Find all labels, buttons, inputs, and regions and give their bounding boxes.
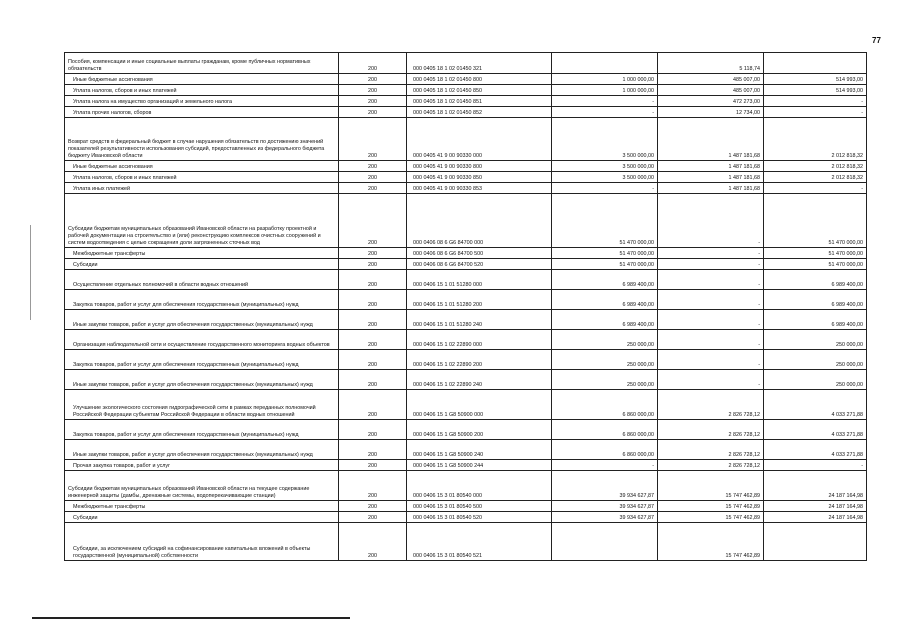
cell-rest: 51 470 000,00 <box>764 259 867 270</box>
cell-class: 000 0406 15 1 G8 50900 244 <box>407 460 552 471</box>
cell-code: 200 <box>339 161 407 172</box>
cell-name: Уплата иных платежей <box>65 183 339 194</box>
page-number: 77 <box>872 36 881 45</box>
cell-rest: 24 187 164,98 <box>764 501 867 512</box>
table-row <box>65 390 867 420</box>
cell-name: Возврат средств в федеральный бюджет в случае нарушения обязательств по достижению значений показателей результативности использования субсидий, предоставленных из федерального бюджета бюджету Ивановской области <box>65 118 339 161</box>
cell-exec: - <box>658 290 764 310</box>
table-row <box>65 350 867 370</box>
cell-class: 000 0406 15 1 G8 50900 200 <box>407 420 552 440</box>
cell-exec: - <box>658 370 764 390</box>
cell-plan: 250 000,00 <box>552 330 658 350</box>
table-row <box>65 85 867 96</box>
cell-plan: 39 934 627,87 <box>552 512 658 523</box>
cell-class: 000 0406 15 1 01 51280 000 <box>407 270 552 290</box>
cell-rest: 6 989 400,00 <box>764 270 867 290</box>
table-row <box>65 270 867 290</box>
cell-plan: - <box>552 107 658 118</box>
cell-rest: 514 993,00 <box>764 74 867 85</box>
cell-plan: 250 000,00 <box>552 370 658 390</box>
cell-name: Закупка товаров, работ и услуг для обеспечения государственных (муниципальных) нужд <box>65 290 339 310</box>
cell-exec: 12 734,00 <box>658 107 764 118</box>
cell-code: 200 <box>339 350 407 370</box>
table-row <box>65 53 867 74</box>
cell-exec: 1 487 181,68 <box>658 161 764 172</box>
cell-class: 000 0406 08 6 G6 84700 000 <box>407 194 552 248</box>
cell-exec: 485 007,00 <box>658 74 764 85</box>
cell-plan: - <box>552 96 658 107</box>
cell-rest: 24 187 164,98 <box>764 512 867 523</box>
cell-rest: - <box>764 96 867 107</box>
cell-class: 000 0405 18 1 02 01450 321 <box>407 53 552 74</box>
cell-code: 200 <box>339 523 407 561</box>
cell-exec: 15 747 462,89 <box>658 523 764 561</box>
cell-rest: - <box>764 460 867 471</box>
cell-rest: 4 033 271,88 <box>764 390 867 420</box>
cell-class: 000 0405 41 9 00 90330 853 <box>407 183 552 194</box>
cell-exec: - <box>658 194 764 248</box>
cell-rest: 250 000,00 <box>764 330 867 350</box>
table-row <box>65 523 867 561</box>
table-row <box>65 118 867 161</box>
table-row <box>65 370 867 390</box>
cell-exec: 1 487 181,68 <box>658 118 764 161</box>
cell-exec: 15 747 462,89 <box>658 471 764 501</box>
cell-plan: 3 500 000,00 <box>552 161 658 172</box>
cell-name: Уплата налога на имущество организаций и земельного налога <box>65 96 339 107</box>
cell-name: Осуществление отдельных полномочий в области водных отношений <box>65 270 339 290</box>
cell-code: 200 <box>339 390 407 420</box>
cell-rest: 514 993,00 <box>764 85 867 96</box>
cell-plan: 1 000 000,00 <box>552 85 658 96</box>
cell-plan: - <box>552 460 658 471</box>
cell-name: Пособия, компенсации и иные социальные выплаты гражданам, кроме публичных нормативных обязательств <box>65 53 339 74</box>
cell-name: Закупка товаров, работ и услуг для обеспечения государственных (муниципальных) нужд <box>65 350 339 370</box>
cell-plan: 6 989 400,00 <box>552 290 658 310</box>
cell-plan: 39 934 627,87 <box>552 471 658 501</box>
cell-name: Субсидии, за исключением субсидий на софинансирование капитальных вложений в объекты государственной (муниципальной) собственности <box>65 523 339 561</box>
cell-class: 000 0405 41 9 00 90330 000 <box>407 118 552 161</box>
cell-exec: 2 826 728,12 <box>658 390 764 420</box>
footer-rule <box>32 617 350 619</box>
cell-name: Межбюджетные трансферты <box>65 501 339 512</box>
cell-name: Уплата налогов, сборов и иных платежей <box>65 172 339 183</box>
cell-name: Улучшение экологического состояния гидрографической сети в рамках переданных полномочий Российской Федерации субъектам Российской Федерации в области водных отношений <box>65 390 339 420</box>
cell-exec: 15 747 462,89 <box>658 501 764 512</box>
table-row <box>65 310 867 330</box>
table-row <box>65 107 867 118</box>
cell-class: 000 0406 15 1 01 51280 240 <box>407 310 552 330</box>
cell-exec: 5 118,74 <box>658 53 764 74</box>
cell-name: Субсидии бюджетам муниципальных образований Ивановской области на текущее содержание инженерной защиты (дамбы, дренажные системы, водоперекачивающие станции) <box>65 471 339 501</box>
cell-rest: 51 470 000,00 <box>764 194 867 248</box>
cell-plan: 51 470 000,00 <box>552 248 658 259</box>
cell-plan: 6 989 400,00 <box>552 270 658 290</box>
cell-code: 200 <box>339 420 407 440</box>
cell-rest: 250 000,00 <box>764 370 867 390</box>
cell-code: 200 <box>339 183 407 194</box>
cell-code: 200 <box>339 460 407 471</box>
cell-rest: - <box>764 183 867 194</box>
cell-class: 000 0406 15 1 02 22890 240 <box>407 370 552 390</box>
cell-class: 000 0406 15 3 01 80540 000 <box>407 471 552 501</box>
budget-table <box>64 52 867 561</box>
cell-class: 000 0406 15 1 01 51280 200 <box>407 290 552 310</box>
cell-code: 200 <box>339 501 407 512</box>
cell-plan: 6 860 000,00 <box>552 440 658 460</box>
cell-name: Межбюджетные трансферты <box>65 248 339 259</box>
cell-rest: 6 989 400,00 <box>764 290 867 310</box>
cell-class: 000 0406 08 6 G6 84700 520 <box>407 259 552 270</box>
cell-name: Субсидии <box>65 259 339 270</box>
table-row <box>65 460 867 471</box>
cell-exec: 485 007,00 <box>658 85 764 96</box>
cell-rest: 2 012 818,32 <box>764 172 867 183</box>
cell-class: 000 0406 15 1 G8 50900 240 <box>407 440 552 460</box>
margin-line <box>30 225 31 320</box>
cell-class: 000 0405 41 9 00 90330 800 <box>407 161 552 172</box>
cell-code: 200 <box>339 107 407 118</box>
cell-code: 200 <box>339 270 407 290</box>
cell-class: 000 0406 15 1 G8 50900 000 <box>407 390 552 420</box>
cell-code: 200 <box>339 172 407 183</box>
table-row <box>65 440 867 460</box>
cell-class: 000 0406 15 1 02 22890 200 <box>407 350 552 370</box>
cell-code: 200 <box>339 512 407 523</box>
cell-exec: 15 747 462,89 <box>658 512 764 523</box>
cell-name: Иные закупки товаров, работ и услуг для обеспечения государственных (муниципальных) нужд <box>65 370 339 390</box>
table-row <box>65 172 867 183</box>
cell-code: 200 <box>339 471 407 501</box>
cell-exec: 2 826 728,12 <box>658 420 764 440</box>
table-row <box>65 471 867 501</box>
cell-class: 000 0406 08 6 G6 84700 500 <box>407 248 552 259</box>
cell-name: Иные бюджетные ассигнования <box>65 161 339 172</box>
cell-rest: 2 012 818,32 <box>764 161 867 172</box>
cell-code: 200 <box>339 74 407 85</box>
table-row <box>65 512 867 523</box>
cell-rest: 250 000,00 <box>764 350 867 370</box>
cell-exec: - <box>658 350 764 370</box>
cell-name: Иные бюджетные ассигнования <box>65 74 339 85</box>
cell-name: Закупка товаров, работ и услуг для обеспечения государственных (муниципальных) нужд <box>65 420 339 440</box>
cell-code: 200 <box>339 248 407 259</box>
cell-name: Субсидии бюджетам муниципальных образований Ивановской области на разработку проектной и рабочей документации на строительство и (или) реконструкцию комплексов очистных сооружений и систем водоотведения с целью сокращения доли загрязненных сточных вод <box>65 194 339 248</box>
cell-class: 000 0406 15 1 02 22890 000 <box>407 330 552 350</box>
table-row <box>65 420 867 440</box>
cell-code: 200 <box>339 330 407 350</box>
cell-class: 000 0406 15 3 01 80540 500 <box>407 501 552 512</box>
cell-rest: - <box>764 107 867 118</box>
cell-plan: 1 000 000,00 <box>552 74 658 85</box>
cell-code: 200 <box>339 370 407 390</box>
cell-exec: 2 826 728,12 <box>658 460 764 471</box>
cell-exec: 472 273,00 <box>658 96 764 107</box>
cell-exec: - <box>658 330 764 350</box>
cell-name: Организация наблюдательной сети и осуществление государственного мониторинга водных объектов <box>65 330 339 350</box>
cell-plan: 6 989 400,00 <box>552 310 658 330</box>
cell-name: Уплата налогов, сборов и иных платежей <box>65 85 339 96</box>
table-row <box>65 161 867 172</box>
cell-code: 200 <box>339 310 407 330</box>
cell-code: 200 <box>339 259 407 270</box>
cell-rest: 4 033 271,88 <box>764 420 867 440</box>
cell-name: Иные закупки товаров, работ и услуг для обеспечения государственных (муниципальных) нужд <box>65 440 339 460</box>
cell-class: 000 0405 41 9 00 90330 850 <box>407 172 552 183</box>
cell-name: Прочая закупка товаров, работ и услуг <box>65 460 339 471</box>
cell-plan: 6 860 000,00 <box>552 390 658 420</box>
cell-plan: 39 934 627,87 <box>552 501 658 512</box>
cell-exec: - <box>658 259 764 270</box>
cell-plan <box>552 523 658 561</box>
cell-exec: 1 487 181,68 <box>658 183 764 194</box>
cell-code: 200 <box>339 53 407 74</box>
cell-code: 200 <box>339 85 407 96</box>
cell-plan <box>552 53 658 74</box>
cell-code: 200 <box>339 118 407 161</box>
table-row <box>65 259 867 270</box>
cell-exec: - <box>658 248 764 259</box>
cell-exec: 1 487 181,68 <box>658 172 764 183</box>
cell-code: 200 <box>339 440 407 460</box>
cell-class: 000 0405 18 1 02 01450 800 <box>407 74 552 85</box>
cell-rest <box>764 53 867 74</box>
cell-class: 000 0405 18 1 02 01450 850 <box>407 85 552 96</box>
table-row <box>65 330 867 350</box>
cell-code: 200 <box>339 96 407 107</box>
cell-plan: 250 000,00 <box>552 350 658 370</box>
cell-plan: 51 470 000,00 <box>552 259 658 270</box>
cell-rest <box>764 523 867 561</box>
cell-exec: - <box>658 270 764 290</box>
cell-name: Субсидии <box>65 512 339 523</box>
cell-name: Уплата прочих налогов, сборов <box>65 107 339 118</box>
table-row <box>65 248 867 259</box>
cell-rest: 6 989 400,00 <box>764 310 867 330</box>
cell-rest: 4 033 271,88 <box>764 440 867 460</box>
table-row <box>65 501 867 512</box>
cell-plan: 3 500 000,00 <box>552 172 658 183</box>
table-row <box>65 290 867 310</box>
cell-code: 200 <box>339 290 407 310</box>
cell-rest: 2 012 818,32 <box>764 118 867 161</box>
table-row <box>65 194 867 248</box>
cell-class: 000 0405 18 1 02 01450 851 <box>407 96 552 107</box>
cell-plan: 6 860 000,00 <box>552 420 658 440</box>
cell-name: Иные закупки товаров, работ и услуг для обеспечения государственных (муниципальных) нужд <box>65 310 339 330</box>
cell-class: 000 0405 18 1 02 01450 852 <box>407 107 552 118</box>
table-row <box>65 96 867 107</box>
cell-code: 200 <box>339 194 407 248</box>
table-row <box>65 183 867 194</box>
cell-class: 000 0406 15 3 01 80540 521 <box>407 523 552 561</box>
cell-rest: 24 187 164,98 <box>764 471 867 501</box>
cell-class: 000 0406 15 3 01 80540 520 <box>407 512 552 523</box>
cell-exec: 2 826 728,12 <box>658 440 764 460</box>
cell-plan: 3 500 000,00 <box>552 118 658 161</box>
cell-plan: 51 470 000,00 <box>552 194 658 248</box>
table-row <box>65 74 867 85</box>
cell-rest: 51 470 000,00 <box>764 248 867 259</box>
cell-exec: - <box>658 310 764 330</box>
cell-plan: - <box>552 183 658 194</box>
